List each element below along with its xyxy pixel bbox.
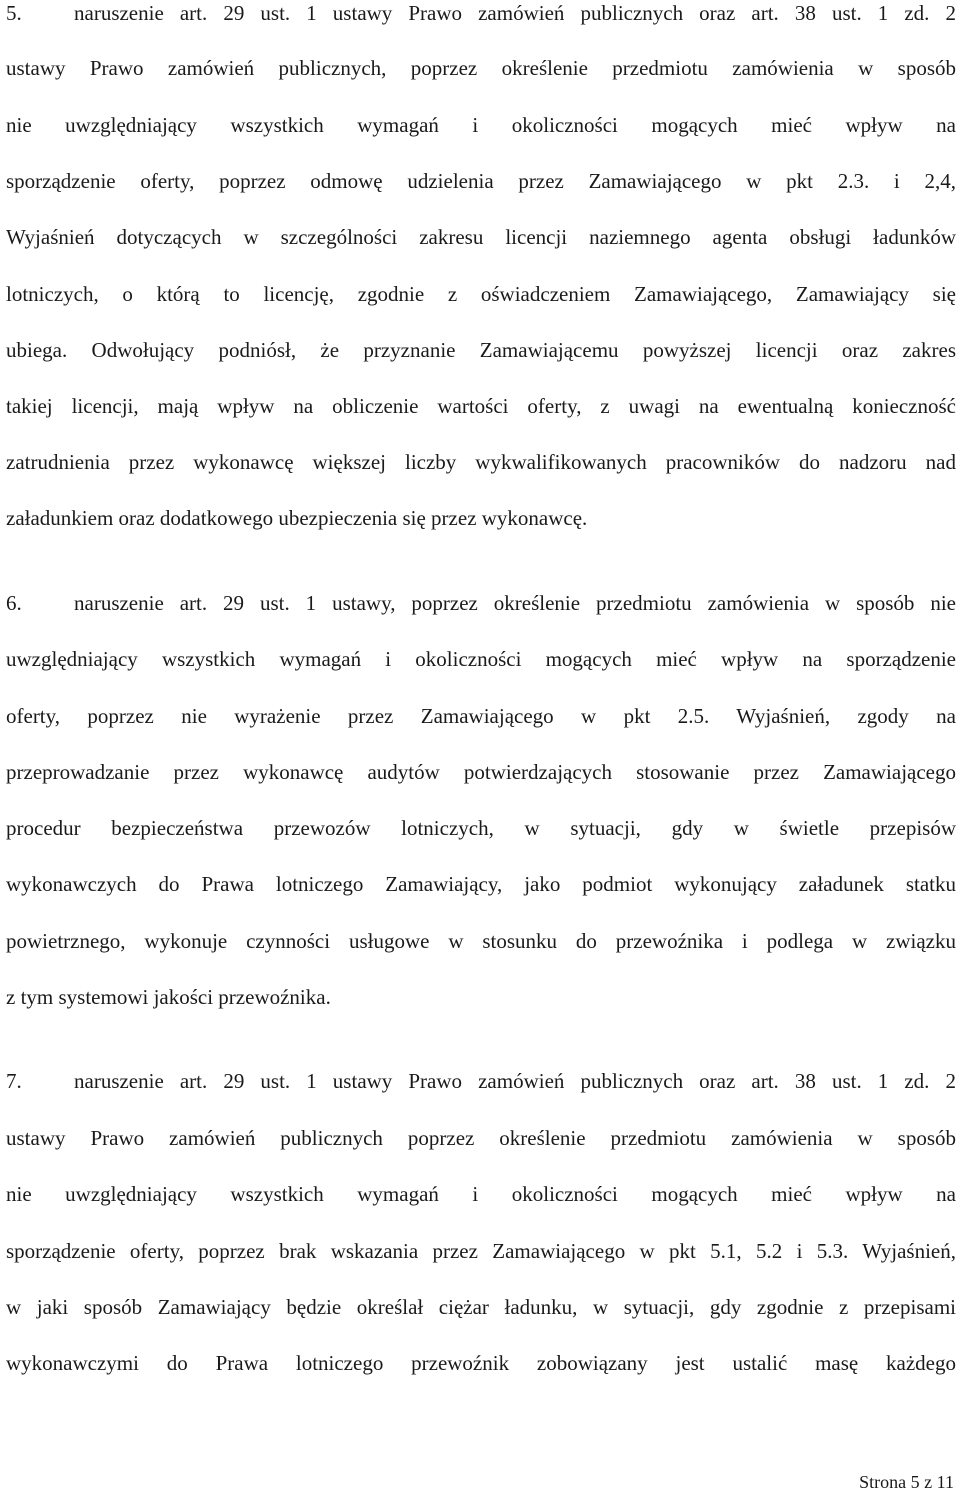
section-6-line-3: oferty, poprzez nie wyrażenie przez Zamawiającego w pkt 2.5. Wyjaśnień, zgody na xyxy=(6,704,956,728)
section-5-line-4: sporządzenie oferty, poprzez odmowę udzielenia przez Zamawiającego w pkt 2.3. i 2,4, xyxy=(6,169,956,193)
section-5-number: 5. xyxy=(6,1,22,25)
section-6-text: naruszenie art. 29 ust. 1 ustawy, poprzez określenie przedmiotu zamówienia w sposób nie xyxy=(74,591,956,615)
section-7-line-1 xyxy=(6,1068,956,1094)
section-5-line-3: nie uwzględniający wszystkich wymagań i okoliczności mogących mieć wpływ na xyxy=(6,113,956,137)
section-7-line-5: w jaki sposób Zamawiający będzie określał ciężar ładunku, w sytuacji, gdy zgodnie z przepisami xyxy=(6,1295,956,1319)
section-7-line-2: ustawy Prawo zamówień publicznych poprzez określenie przedmiotu zamówienia w sposób xyxy=(6,1126,956,1150)
section-6-line-2: uwzględniający wszystkich wymagań i okoliczności mogących mieć wpływ na sporządzenie xyxy=(6,647,956,671)
section-5-line-5: Wyjaśnień dotyczących w szczególności zakresu licencji naziemnego agenta obsługi ładunków xyxy=(6,225,956,249)
section-6-line-6: wykonawczych do Prawa lotniczego Zamawiający, jako podmiot wykonujący załadunek statku xyxy=(6,872,956,896)
section-5-line-6: lotniczych, o którą to licencję, zgodnie z oświadczeniem Zamawiającego, Zamawiający się xyxy=(6,282,956,306)
section-6-line-5: procedur bezpieczeństwa przewozów lotniczych, w sytuacji, gdy w świetle przepisów xyxy=(6,816,956,840)
section-5-text: naruszenie art. 29 ust. 1 ustawy Prawo zamówień publicznych oraz art. 38 ust. 1 zd. 2 xyxy=(74,1,956,25)
section-6-line-7: powietrznego, wykonuje czynności usługowe w stosunku do przewoźnika i podlega w związku xyxy=(6,929,956,953)
section-6-line-4: przeprowadzanie przez wykonawcę audytów potwierdzających stosowanie przez Zamawiającego xyxy=(6,760,956,784)
section-6-line-1 xyxy=(6,590,956,616)
section-5-line-2: ustawy Prawo zamówień publicznych, poprzez określenie przedmiotu zamówienia w sposób xyxy=(6,56,956,80)
section-7-line-6: wykonawczymi do Prawa lotniczego przewoźnik zobowiązany jest ustalić masę każdego xyxy=(6,1351,956,1375)
section-6-number: 6. xyxy=(6,591,22,615)
page-number-footer: Strona 5 z 11 xyxy=(859,1472,954,1492)
section-7-number: 7. xyxy=(6,1069,22,1093)
section-7-text: naruszenie art. 29 ust. 1 ustawy Prawo zamówień publicznych oraz art. 38 ust. 1 zd. 2 xyxy=(74,1069,956,1093)
section-7-line-4: sporządzenie oferty, poprzez brak wskazania przez Zamawiającego w pkt 5.1, 5.2 i 5.3. Wyjaśnień, xyxy=(6,1239,956,1263)
section-5-line-9: zatrudnienia przez wykonawcę większej liczby wykwalifikowanych pracowników do nadzoru nad xyxy=(6,450,956,474)
section-5-line-1 xyxy=(6,0,956,26)
section-6-line-8: z tym systemowi jakości przewoźnika. xyxy=(6,985,331,1009)
section-7-line-3: nie uwzględniający wszystkich wymagań i okoliczności mogących mieć wpływ na xyxy=(6,1182,956,1206)
section-5-line-7: ubiega. Odwołujący podniósł, że przyznanie Zamawiającemu powyższej licencji oraz zakres xyxy=(6,338,956,362)
section-5-line-10: załadunkiem oraz dodatkowego ubezpieczenia się przez wykonawcę. xyxy=(6,506,588,530)
section-5-line-8: takiej licencji, mają wpływ na obliczenie wartości oferty, z uwagi na ewentualną konieczność xyxy=(6,394,956,418)
